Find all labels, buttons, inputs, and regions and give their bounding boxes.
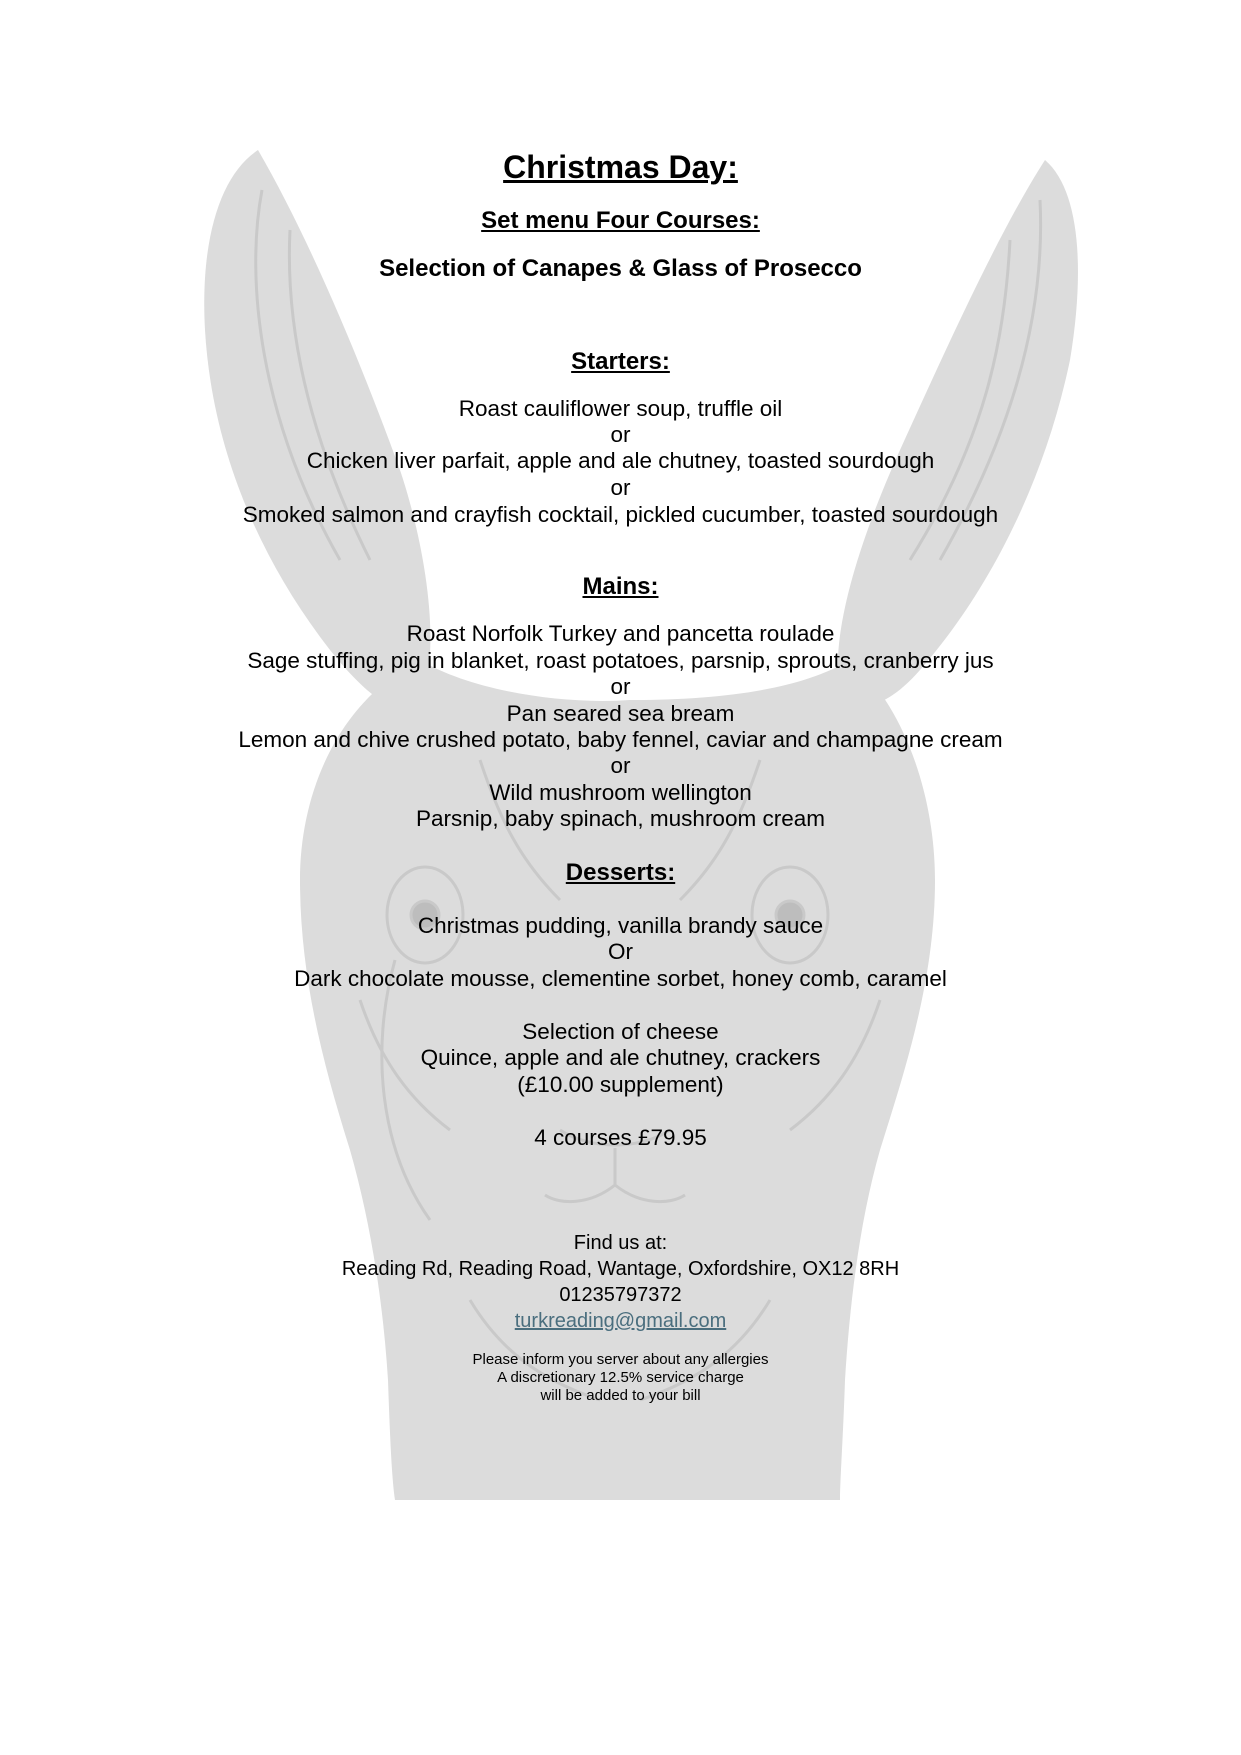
starter-or: or	[610, 422, 631, 447]
contact-heading: Find us at:	[573, 1232, 668, 1254]
cheese-supplement: (£10.00 supplement)	[517, 1072, 724, 1097]
service-charge-note: will be added to your bill	[540, 1387, 701, 1404]
starter-item: Chicken liver parfait, apple and ale chutney, toasted sourdough	[306, 448, 935, 473]
starter-item: Smoked salmon and crayfish cocktail, pickled cucumber, toasted sourdough	[242, 502, 999, 527]
menu-intro: Selection of Canapes & Glass of Prosecco	[379, 255, 862, 282]
desserts-heading: Desserts:	[565, 859, 676, 886]
mains-heading: Mains:	[582, 573, 659, 600]
cheese-item-description: Quince, apple and ale chutney, crackers	[420, 1045, 821, 1070]
main-or: or	[610, 753, 631, 778]
cheese-item-title: Selection of cheese	[522, 1019, 719, 1044]
contact-email-row	[0, 1310, 1241, 1333]
starters-heading: Starters:	[571, 348, 670, 375]
menu-title: Christmas Day:	[503, 149, 738, 185]
starter-or: or	[610, 475, 631, 500]
main-item-description: Parsnip, baby spinach, mushroom cream	[416, 806, 825, 831]
starter-item: Roast cauliflower soup, truffle oil	[458, 396, 783, 421]
main-item-title: Roast Norfolk Turkey and pancetta roulade	[406, 621, 835, 646]
main-or: or	[610, 674, 631, 699]
contact-address: Reading Rd, Reading Road, Wantage, Oxfordshire, OX12 8RH	[341, 1258, 900, 1280]
menu-price: 4 courses £79.95	[534, 1125, 707, 1150]
dessert-item: Dark chocolate mousse, clementine sorbet, honey comb, caramel	[294, 966, 947, 991]
dessert-item: Christmas pudding, vanilla brandy sauce	[417, 913, 824, 938]
allergy-note: Please inform you server about any allergies	[472, 1351, 769, 1368]
service-charge-note: A discretionary 12.5% service charge	[497, 1369, 744, 1386]
main-item-description: Sage stuffing, pig in blanket, roast potatoes, parsnip, sprouts, cranberry jus	[247, 648, 994, 673]
main-item-title: Wild mushroom wellington	[489, 780, 752, 805]
dessert-or: Or	[608, 939, 633, 964]
main-item-title: Pan seared sea bream	[506, 701, 735, 726]
contact-phone: 01235797372	[559, 1284, 682, 1306]
menu-subtitle: Set menu Four Courses:	[481, 207, 760, 234]
contact-email-link[interactable]: turkreading@gmail.com	[514, 1310, 727, 1332]
main-item-description: Lemon and chive crushed potato, baby fennel, caviar and champagne cream	[238, 727, 1003, 752]
